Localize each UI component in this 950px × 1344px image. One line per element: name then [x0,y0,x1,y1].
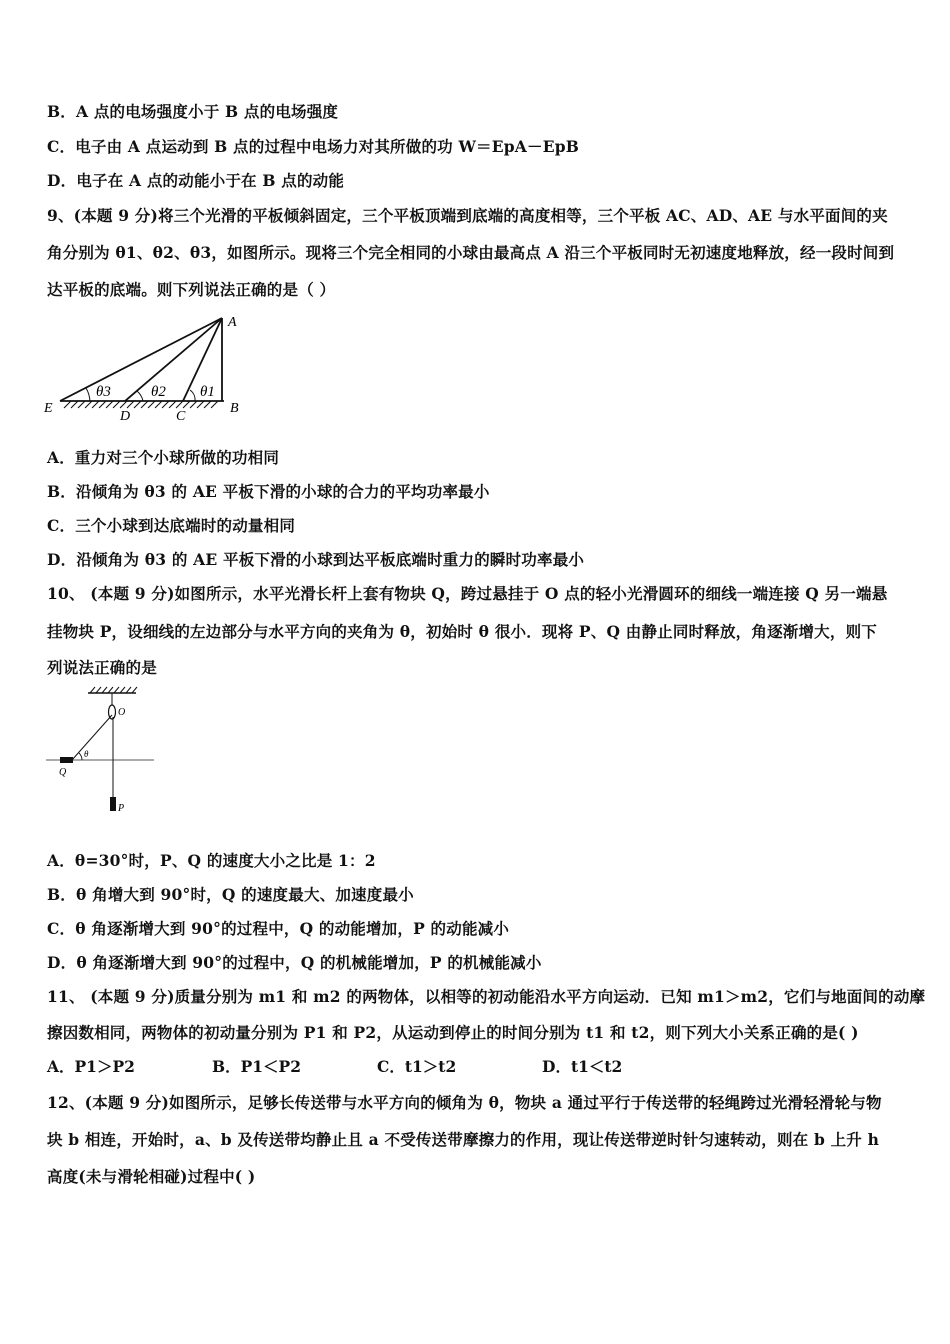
ceiling-hatching [90,687,137,693]
q11-options-row [47,1057,907,1079]
q9-option-c: C．三个小球到达底端时的动量相同 [47,516,296,535]
label-p: P [118,803,125,814]
q8-option-d: D．电子在 A 点的动能小于在 B 点的动能 [47,171,345,190]
q9-stem-line-2: 角分别为 θ1、θ2、θ3，如图所示。现将三个完全相同的小球由最高点 A 沿三个平板同时无初速度地释放，经一段时间到 [47,243,895,262]
q8-option-c: C．电子由 A 点运动到 B 点的过程中电场力对其所做的功 W＝EpA－EpB [47,137,580,156]
q11-option-b: B．P1＜P2 [212,1057,301,1076]
q8-option-b: B．A 点的电场强度小于 B 点的电场强度 [47,102,339,121]
q10-stem-line-2: 挂物块 P，设细线的左边部分与水平方向的夹角为 θ，初始时 θ 很小．现将 P、Q 由静止同时释放，角逐渐增大，则下 [47,622,877,641]
q11-stem-line-1: 11、 (本题 9 分)质量分别为 m1 和 m2 的两物体，以相等的初动能沿水平方向运动．已知 m1＞m2，它们与地面间的动摩 [47,987,926,1006]
q11-option-c: C．t1＞t2 [377,1057,457,1076]
label-o: O [118,707,126,718]
q9-option-a: A．重力对三个小球所做的功相同 [47,448,280,467]
label-a: A [228,315,237,330]
q11-option-a: A．P1＞P2 [47,1057,135,1076]
theta2-arc [137,391,143,401]
theta3-arc [86,388,90,401]
q10-option-b: B．θ 角增大到 90°时，Q 的速度最大、加速度最小 [47,885,414,904]
q10-option-a: A．θ=30°时，P、Q 的速度大小之比是 1：2 [47,851,376,870]
label-q: Q [59,767,67,778]
label-b: B [230,401,239,416]
q10-stem-line-3: 列说法正确的是 [47,658,157,677]
q12-stem-line-1: 12、(本题 9 分)如图所示，足够长传送带与水平方向的倾角为 θ，物块 a 通过平行于传送带的轻绳跨过光滑轻滑轮与物 [47,1093,882,1112]
plank-ae [60,318,222,401]
label-e: E [44,401,53,416]
q10-pulley-figure [44,685,159,815]
theta-arc [79,753,82,760]
block-q [60,757,73,763]
string-left [72,715,112,760]
ring-o [109,705,116,719]
label-d: D [120,409,131,424]
label-theta3: θ3 [96,384,111,400]
q10-stem-line-1: 10、 (本题 9 分)如图所示，水平光滑长杆上套有物块 Q，跨过悬挂于 O 点的轻小光滑圆环的细线一端连接 Q 另一端悬 [47,584,888,603]
label-theta2: θ2 [151,384,166,400]
block-p [110,797,116,811]
q9-option-d: D．沿倾角为 θ3 的 AE 平板下滑的小球到达平板底端时重力的瞬时功率最小 [47,550,585,569]
q9-option-b: B．沿倾角为 θ3 的 AE 平板下滑的小球的合力的平均功率最小 [47,482,490,501]
ground-hatching [64,401,218,408]
label-c: C [176,409,186,424]
q9-stem-line-1: 9、(本题 9 分)将三个光滑的平板倾斜固定，三个平板顶端到底端的高度相等，三个平板 AC、AD、AE 与水平面间的夹 [47,206,888,225]
theta1-arc [190,390,195,401]
q12-stem-line-3: 高度(未与滑轮相碰)过程中( ) [47,1167,256,1186]
q9-stem-line-3: 达平板的底端。则下列说法正确的是（ ） [47,280,336,299]
q11-option-d: D．t1＜t2 [542,1057,623,1076]
q9-incline-figure [40,308,255,426]
q10-option-c: C．θ 角逐渐增大到 90°的过程中，Q 的动能增加，P 的动能减小 [47,919,510,938]
label-theta: θ [84,749,89,759]
label-theta1: θ1 [200,384,215,400]
q11-stem-line-2: 擦因数相同，两物体的初动量分别为 P1 和 P2，从运动到停止的时间分别为 t1 和 t2，则下列大小关系正确的是( ) [47,1023,859,1042]
q10-option-d: D．θ 角逐渐增大到 90°的过程中，Q 的机械能增加，P 的机械能减小 [47,953,542,972]
q12-stem-line-2: 块 b 相连，开始时，a、b 及传送带均静止且 a 不受传送带摩擦力的作用，现让传送带逆时针匀速转动，则在 b 上升 h [47,1130,880,1149]
